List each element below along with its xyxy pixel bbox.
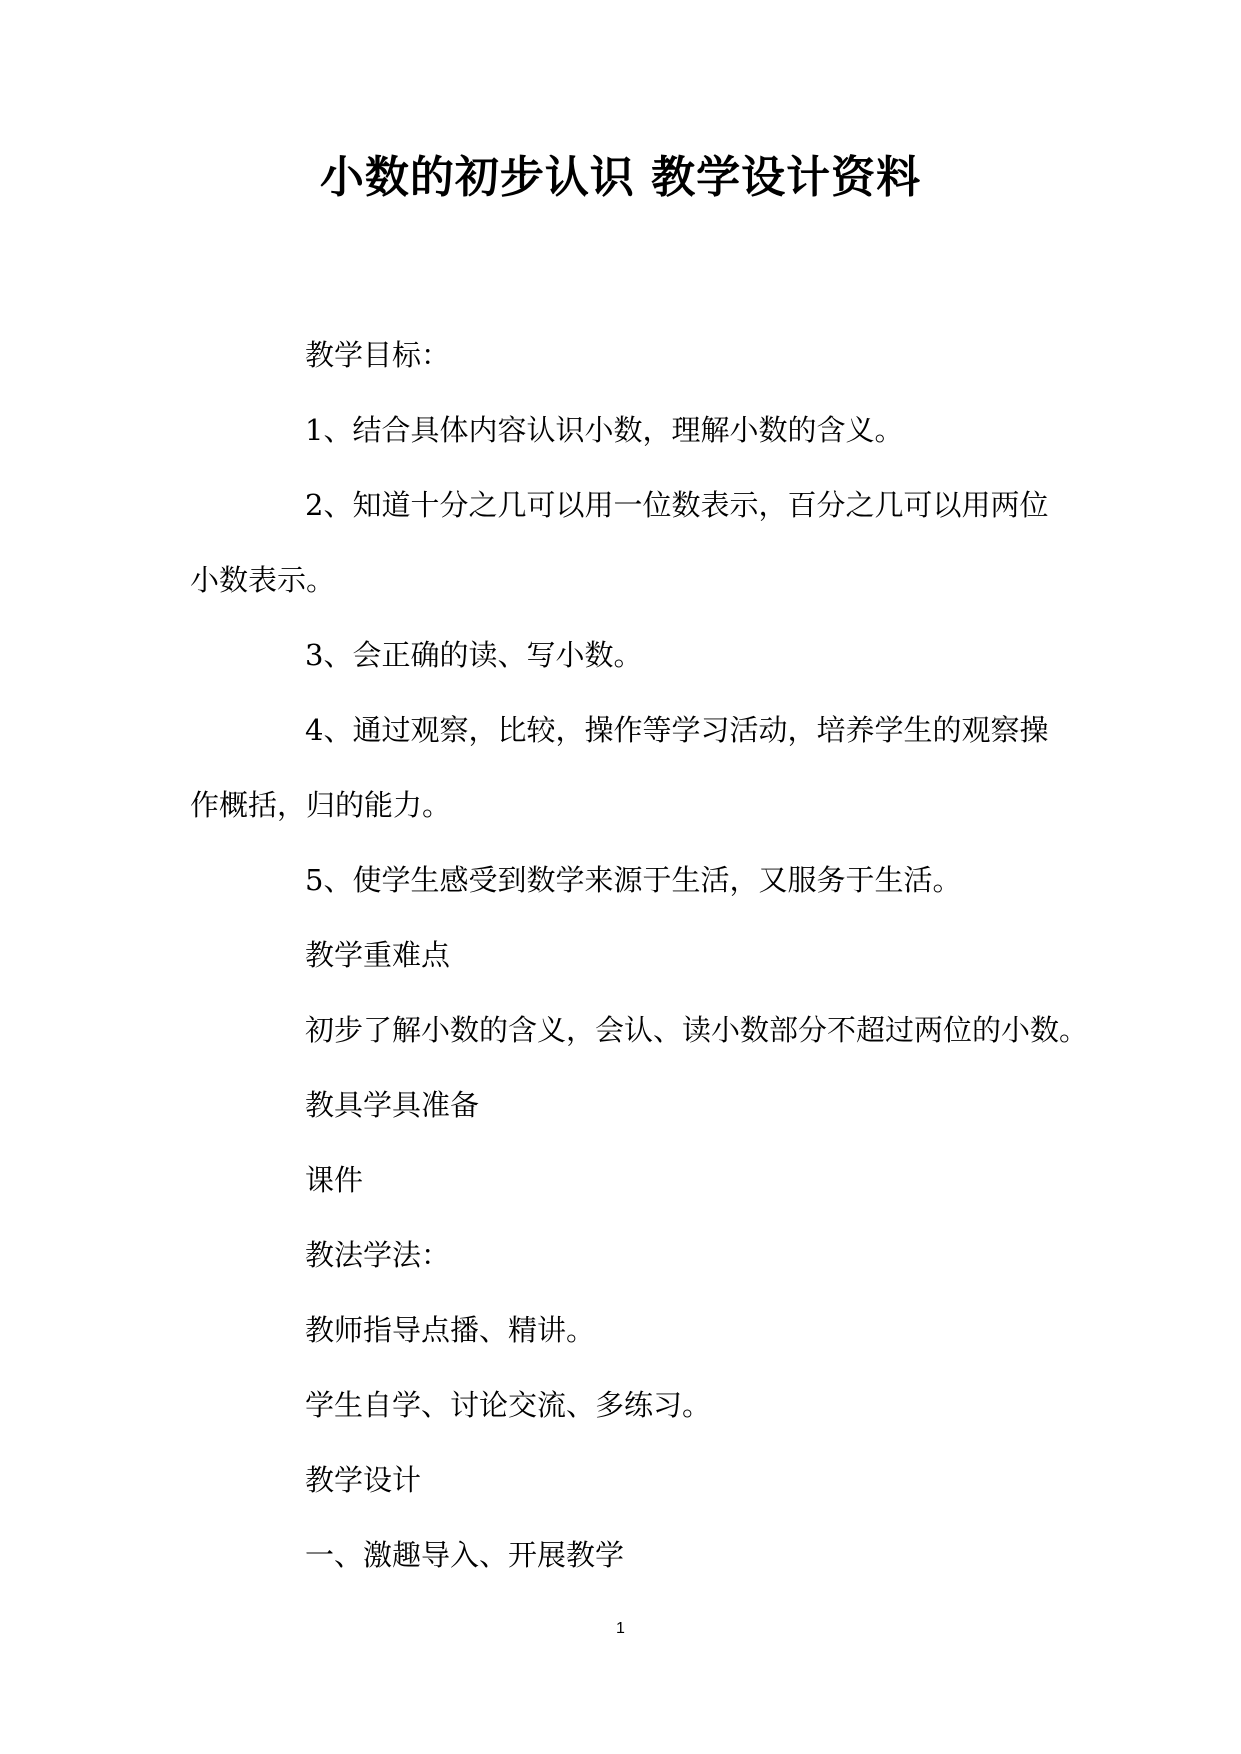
method-student: 学生自学、讨论交流、多练习。 bbox=[305, 1388, 712, 1422]
section-heading-design: 教学设计 bbox=[305, 1463, 422, 1497]
document-title: 小数的初步认识 教学设计资料 bbox=[319, 152, 922, 203]
section-heading-key-points: 教学重难点 bbox=[305, 938, 451, 972]
objective-5: 5、使学生感受到数学来源于生活，又服务于生活。 bbox=[305, 863, 962, 897]
objective-4-line-2: 作概括，归的能力。 bbox=[190, 788, 452, 822]
objective-2-line-1: 2、知道十分之几可以用一位数表示，百分之几可以用两位 bbox=[305, 488, 1049, 522]
design-step-1: 一、激趣导入、开展教学 bbox=[305, 1538, 625, 1572]
section-heading-materials: 教具学具准备 bbox=[305, 1088, 480, 1122]
materials-text: 课件 bbox=[305, 1163, 364, 1197]
section-heading-objectives: 教学目标： bbox=[305, 338, 451, 372]
objective-2-line-2: 小数表示。 bbox=[190, 563, 336, 597]
method-teacher: 教师指导点播、精讲。 bbox=[305, 1313, 596, 1347]
section-heading-methods: 教法学法： bbox=[305, 1238, 451, 1272]
page-number: 1 bbox=[616, 1620, 625, 1637]
objective-1: 1、结合具体内容认识小数，理解小数的含义。 bbox=[305, 413, 904, 447]
key-points-text: 初步了解小数的含义，会认、读小数部分不超过两位的小数。 bbox=[305, 1013, 1089, 1047]
objective-4-line-1: 4、通过观察，比较，操作等学习活动，培养学生的观察操 bbox=[305, 713, 1049, 747]
objective-3: 3、会正确的读、写小数。 bbox=[305, 638, 643, 672]
